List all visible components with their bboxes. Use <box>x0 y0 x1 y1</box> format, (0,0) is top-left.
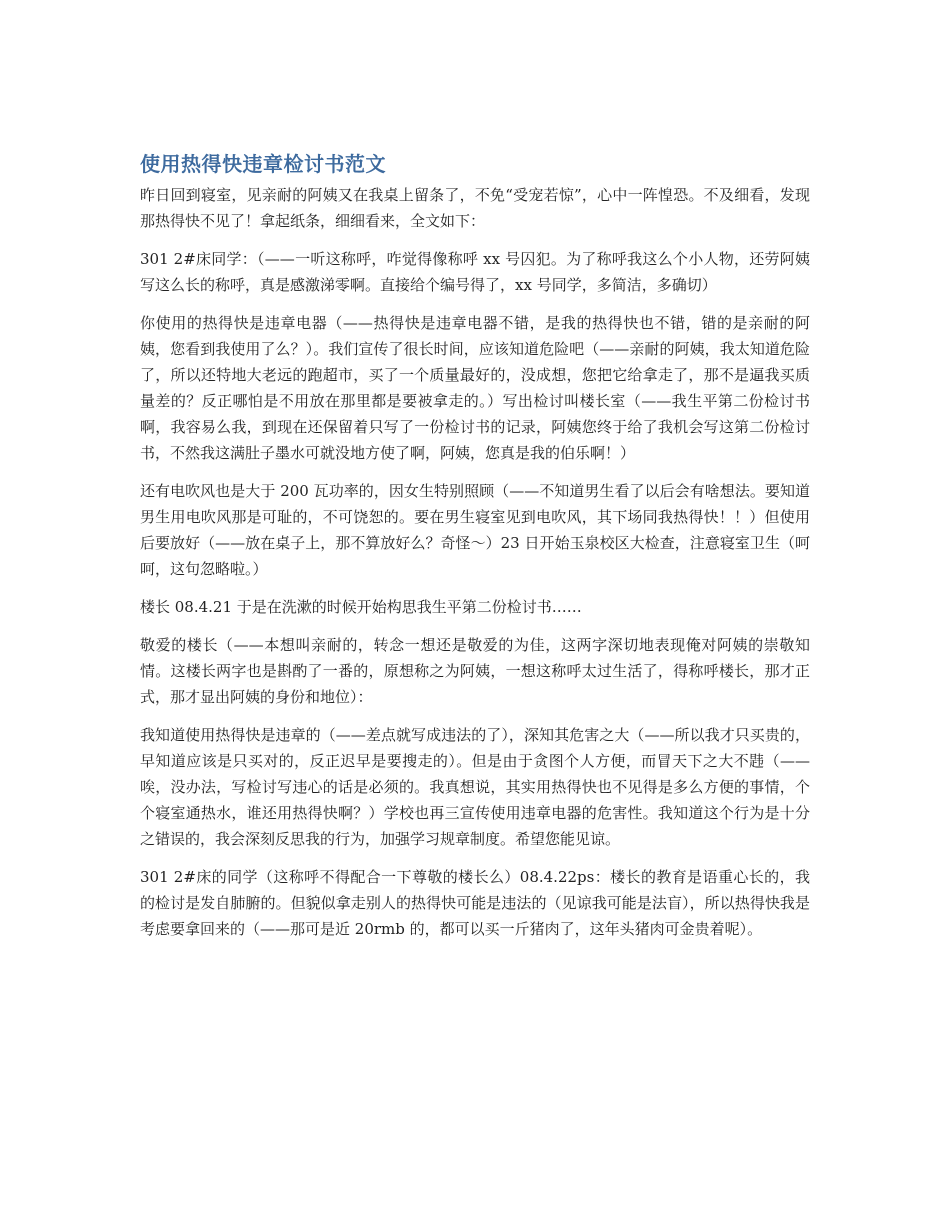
document-title: 使用热得快违章检讨书范文 <box>140 152 386 176</box>
paragraph-intro: 昨日回到寝室，见亲耐的阿姨又在我桌上留条了，不免“受宠若惊”，心中一阵惶恐。不及细看，发现那热得快不见了！拿起纸条，细细看来，全文如下： <box>140 186 810 230</box>
paragraph-letter-salutation: 敬爱的楼长（——本想叫亲耐的，转念一想还是敬爱的为佳，这两字深切地表现俺对阿姨的崇敬知情。这楼长两字也是斟酌了一番的，原想称之为阿姨，一想这称呼太过生活了，得称呼楼长，那才正式，那才显出阿姨的身份和地位）： <box>140 636 810 706</box>
paragraph-hairdryer: 还有电吹风也是大于 200 瓦功率的，因女生特别照顾（——不知道男生看了以后会有啥想法。要知道男生用电吹风那是可耻的，不可饶恕的。要在男生寝室见到电吹风，其下场同我热得快！！）但使用后要放好（——放在桌子上，那不算放好么？奇怪～）23 日开始玉泉校区大检查，注意寝室卫生（呵呵，这句忽略啦。） <box>140 482 810 578</box>
paragraph-closing-ps: 301 2#床的同学（这称呼不得配合一下尊敬的楼长么）08.4.22ps：楼长的教育是语重心长的，我的检讨是发自肺腑的。但貌似拿走别人的热得快可能是违法的（见谅我可能是法盲），所以热得快我是考虑要拿回来的（——那可是近 20rmb 的，都可以买一斤猪肉了，这年头猪肉可金贵着呢）。 <box>140 868 810 938</box>
paragraph-apology: 我知道使用热得快是违章的（——差点就写成违法的了），深知其危害之大（——所以我才只买贵的，早知道应该是只买对的，反正迟早是要搜走的）。但是由于贪图个人方便，而冒天下之大不韪（——唉，没办法，写检讨写违心的话是必须的。我真想说，其实用热得快也不见得是多么方便的事情，个个寝室通热水，谁还用热得快啊？）学校也再三宣传使用违章电器的危害性。我知道这个行为是十分之错误的，我会深刻反思我的行为，加强学习规章制度。希望您能见谅。 <box>140 726 810 848</box>
paragraph-signature-date: 楼长 08.4.21 于是在洗漱的时候开始构思我生平第二份检讨书…… <box>140 598 582 616</box>
paragraph-note-body: 你使用的热得快是违章电器（——热得快是违章电器不错，是我的热得快也不错，错的是亲耐的阿姨，您看到我使用了么？）。我们宣传了很长时间，应该知道危险吧（——亲耐的阿姨，我太知道危险了，所以还特地大老远的跑超市，买了一个质量最好的，没成想，您把它给拿走了，那不是逼我买质量差的？反正哪怕是不用放在那里都是要被拿走的。）写出检讨叫楼长室（——我生平第二份检讨书啊，我容易么我，到现在还保留着只写了一份检讨书的记录，阿姨您终于给了我机会写这第二份检讨书，不然我这满肚子墨水可就没地方使了啊，阿姨，您真是我的伯乐啊！） <box>140 314 810 462</box>
paragraph-salutation-note: 301 2#床同学：（——一听这称呼，咋觉得像称呼 xx 号囚犯。为了称呼我这么个小人物，还劳阿姨写这么长的称呼，真是感激涕零啊。直接给个编号得了，xx 号同学，多简洁，多确切） <box>140 250 810 294</box>
document-page <box>140 150 810 954</box>
